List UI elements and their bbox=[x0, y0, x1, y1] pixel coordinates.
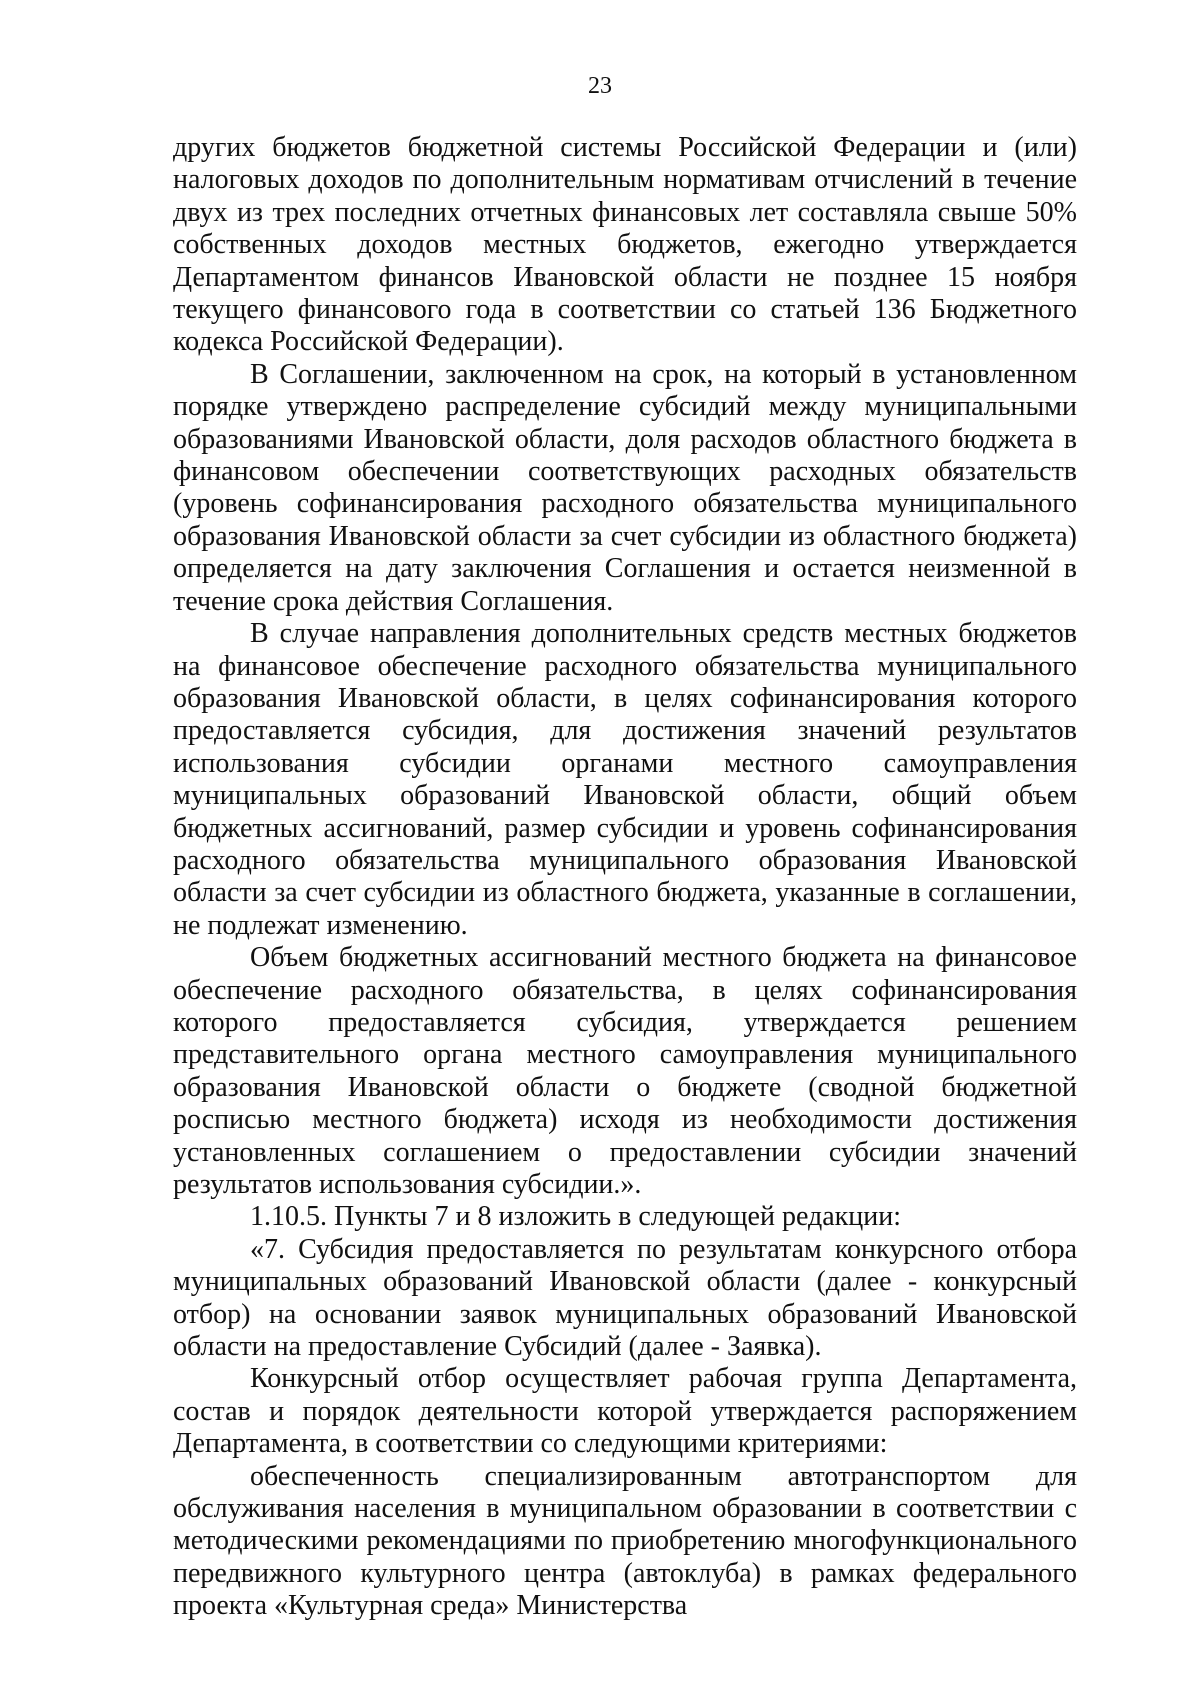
paragraph-additional-funds: В случае направления дополнительных средств местных бюджетов на финансовое обеспечение расходного обязательства муниципального образования Ивановской области, в целях софинансирования которого предоставляется субсидия, для достижения значений результатов использования субсидии органами местного самоуправления муниципальных образований Ивановской области, общий объем бюджетных ассигнований, размер субсидии и уровень софинансирования расходного обязательства муниципального образования Ивановской области за счет субсидии из областного бюджета, указанные в соглашении, не подлежат изменению. bbox=[173, 618, 1077, 941]
paragraph-agreement-share: В Соглашении, заключенном на срок, на который в установленном порядке утверждено распределение субсидий между муниципальными образованиями Ивановской области, доля расходов областного бюджета в финансовом обеспечении соответствующих расходных обязательств (уровень софинансирования расходного обязательства муниципального образования Ивановской области за счет субсидии из областного бюджета) определяется на дату заключения Соглашения и остается неизменной в течение срока действия Соглашения. bbox=[173, 358, 1077, 617]
document-body bbox=[173, 132, 1077, 1623]
paragraph-continuation: других бюджетов бюджетной системы Российской Федерации и (или) налоговых доходов по дополнительным нормативам отчислений в течение двух из трех последних отчетных финансовых лет составляла свыше 50% собственных доходов местных бюджетов, ежегодно утверждается Департаментом финансов Ивановской области не позднее 15 ноября текущего финансового года в соответствии со статьей 136 Бюджетного кодекса Российской Федерации). bbox=[173, 132, 1077, 358]
paragraph-budget-allocations: Объем бюджетных ассигнований местного бюджета на финансовое обеспечение расходного обязательства, в целях софинансирования которого предоставляется субсидия, утверждается решением представительного органа местного самоуправления муниципального образования Ивановской области о бюджете (сводной бюджетной росписью местного бюджета) исходя из необходимости достижения установленных соглашением о предоставлении субсидии значений результатов использования субсидии.». bbox=[173, 942, 1077, 1200]
paragraph-criterion-transport: обеспеченность специализированным автотранспортом для обслуживания населения в муниципальном образовании в соответствии с методическими рекомендациями по приобретению многофункционального передвижного культурного центра (автоклуба) в рамках федерального проекта «Культурная среда» Министерства bbox=[173, 1460, 1077, 1622]
page-number: 23 bbox=[588, 73, 612, 99]
paragraph-selection-committee: Конкурсный отбор осуществляет рабочая группа Департамента, состав и порядок деятельности которой утверждается распоряжением Департамента, в соответствии со следующими критериями: bbox=[173, 1363, 1077, 1460]
paragraph-item-7: «7. Субсидия предоставляется по результатам конкурсного отбора муниципальных образований Ивановской области (далее - конкурсный отбор) на основании заявок муниципальных образований Ивановской области на предоставление Субсидий (далее - Заявка). bbox=[173, 1233, 1077, 1363]
paragraph-amendment-1-10-5: 1.10.5. Пункты 7 и 8 изложить в следующей редакции: bbox=[250, 1201, 902, 1233]
